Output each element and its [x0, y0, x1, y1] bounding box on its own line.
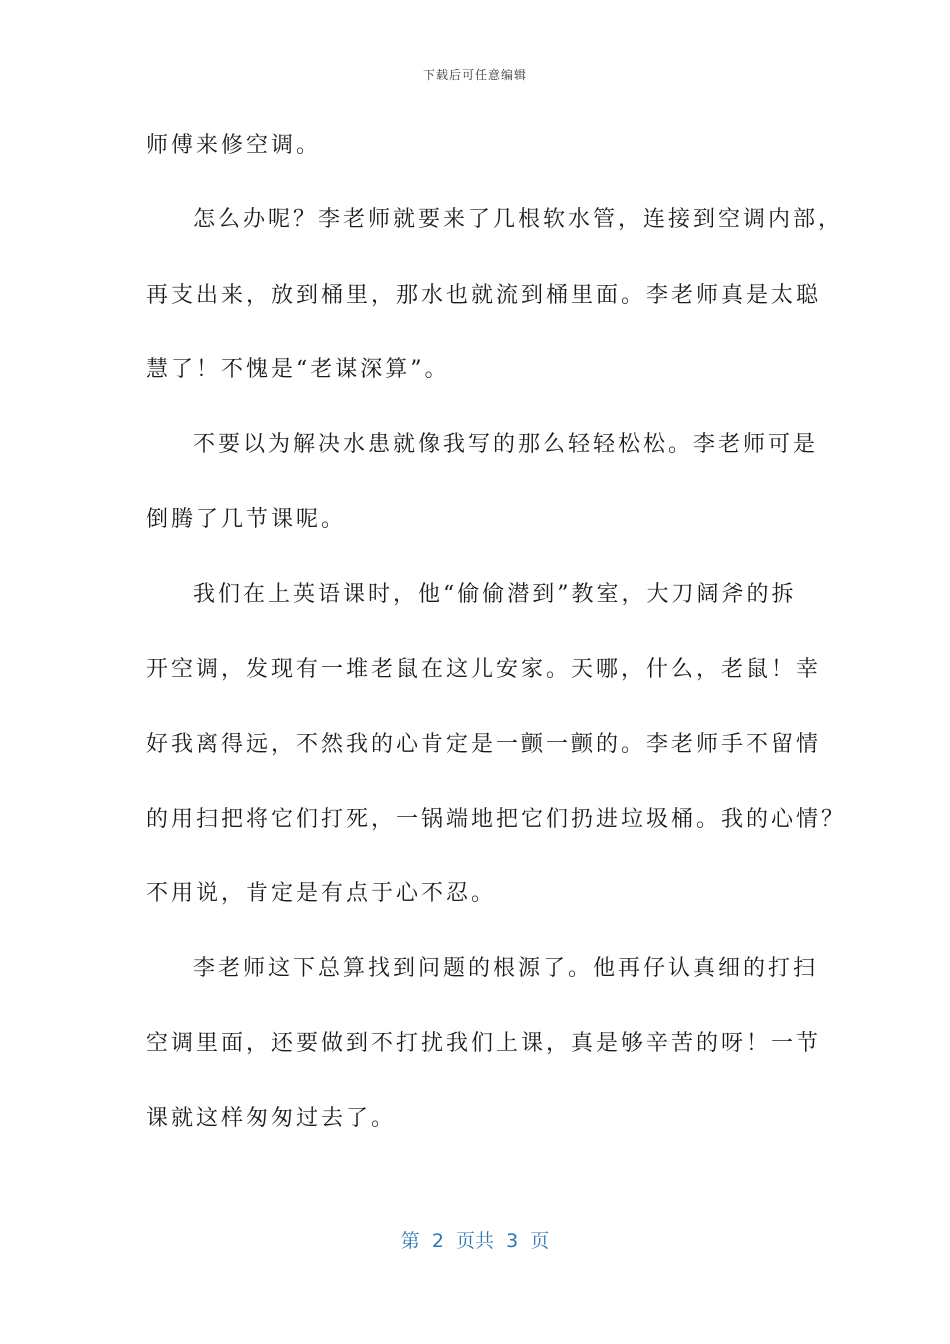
page-number-text: 第 2 页共 3 页: [400, 1230, 550, 1252]
text-line: 的用扫把将它们打死，一锅端地把它们扔进垃圾桶。我的心情？: [146, 807, 847, 832]
paragraph-start-line: 怎么办呢？李老师就要来了几根软水管，连接到空调内部，: [193, 207, 844, 232]
page-number-footer: [0, 1226, 950, 1253]
page-header: 下载后可任意编辑: [422, 68, 527, 82]
text-line: 慧了！不愧是“老谋深算”。: [146, 357, 450, 382]
text-line: 再支出来，放到桶里，那水也就流到桶里面。李老师真是太聪: [146, 283, 822, 308]
text-line: 师傅来修空调。: [146, 133, 322, 158]
text-line: 不用说，肯定是有点于心不忍。: [146, 881, 497, 906]
paragraph-start-line: 我们在上英语课时，他“偷偷潜到”教室，大刀阔斧的拆: [193, 582, 797, 607]
paragraph-start-line: 李老师这下总算找到问题的根源了。他再仔认真细的打扫: [193, 956, 819, 981]
text-line: 开空调，发现有一堆老鼠在这儿安家。天哪，什么，老鼠！幸: [146, 657, 822, 682]
text-line: 课就这样匆匆过去了。: [146, 1106, 397, 1131]
text-line: 倒腾了几节课呢。: [146, 507, 347, 532]
paragraph-start-line: 不要以为解决水患就像我写的那么轻轻松松。李老师可是: [193, 432, 819, 457]
text-line: 好我离得远，不然我的心肯定是一颤一颤的。李老师手不留情: [146, 732, 822, 757]
text-line: 空调里面，还要做到不打扰我们上课，真是够辛苦的呀！一节: [146, 1031, 822, 1056]
